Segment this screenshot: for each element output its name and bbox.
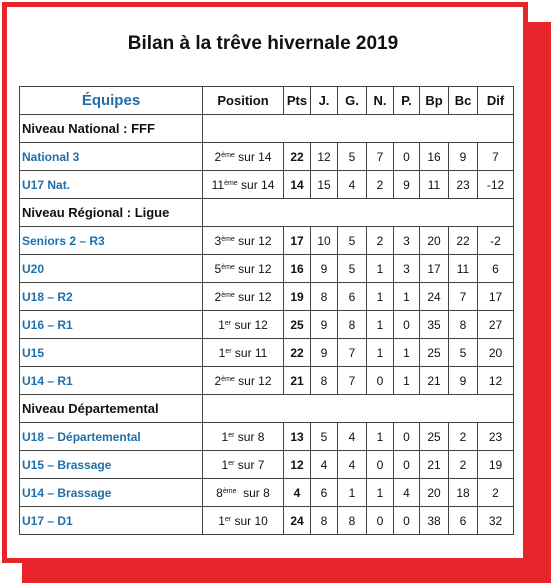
stat-n: 7	[367, 143, 394, 171]
stat-bp: 17	[420, 255, 449, 283]
stat-j: 6	[311, 479, 338, 507]
position-cell	[203, 311, 284, 339]
stat-pts: 22	[284, 143, 311, 171]
stat-pts: 24	[284, 507, 311, 535]
position-total: sur 12	[234, 233, 272, 248]
stat-j: 12	[311, 143, 338, 171]
stat-bp: 35	[420, 311, 449, 339]
position-total: sur 12	[234, 289, 272, 304]
table-row	[20, 283, 514, 311]
stat-n: 1	[367, 283, 394, 311]
team-name: U18 – Départemental	[20, 423, 203, 451]
stat-pts: 25	[284, 311, 311, 339]
stat-pts: 4	[284, 479, 311, 507]
stat-dif: 20	[478, 339, 514, 367]
stat-bc: 2	[449, 423, 478, 451]
stat-bc: 9	[449, 367, 478, 395]
position-suffix: ème	[221, 235, 235, 243]
stat-bc: 2	[449, 451, 478, 479]
header-n: N.	[367, 87, 394, 115]
position-rank: 3	[214, 233, 222, 248]
position-rank: 2	[214, 289, 222, 304]
stat-bp: 11	[420, 171, 449, 199]
stat-pts: 17	[284, 227, 311, 255]
position-total: sur 11	[231, 345, 268, 360]
section-empty-cell	[203, 115, 514, 143]
position-total: sur 8	[236, 485, 270, 500]
stat-j: 9	[311, 255, 338, 283]
header-p: P.	[394, 87, 420, 115]
position-suffix: ème	[224, 179, 238, 187]
table-body	[20, 115, 514, 535]
stat-j: 8	[311, 367, 338, 395]
stat-p: 9	[394, 171, 420, 199]
stat-dif: 17	[478, 283, 514, 311]
header-dif: Dif	[478, 87, 514, 115]
header-bp: Bp	[420, 87, 449, 115]
team-name: U16 – R1	[20, 311, 203, 339]
stat-bc: 6	[449, 507, 478, 535]
header-pts: Pts	[284, 87, 311, 115]
stat-j: 9	[311, 311, 338, 339]
stat-j: 15	[311, 171, 338, 199]
stat-n: 0	[367, 507, 394, 535]
position-rank: 1	[218, 345, 226, 360]
stat-dif: -2	[478, 227, 514, 255]
table-row	[20, 507, 514, 535]
stat-dif: 19	[478, 451, 514, 479]
stat-n: 1	[367, 339, 394, 367]
position-cell	[203, 255, 284, 283]
stat-n: 2	[367, 227, 394, 255]
stat-j: 5	[311, 423, 338, 451]
table-row	[20, 171, 514, 199]
stat-j: 10	[311, 227, 338, 255]
stat-n: 0	[367, 367, 394, 395]
table-row	[20, 255, 514, 283]
position-rank: 8	[216, 485, 223, 500]
team-name: U14 – Brassage	[20, 479, 203, 507]
position-suffix: er	[225, 347, 232, 355]
team-name: Seniors 2 – R3	[20, 227, 203, 255]
position-suffix: ème	[221, 151, 235, 159]
stat-n: 1	[367, 255, 394, 283]
position-total: sur 12	[234, 261, 272, 276]
section-empty-cell	[203, 395, 514, 423]
stat-pts: 12	[284, 451, 311, 479]
position-total: sur 14	[237, 177, 275, 192]
stat-dif: -12	[478, 171, 514, 199]
header-bc: Bc	[449, 87, 478, 115]
position-rank: 1	[218, 513, 225, 528]
position-total: sur 12	[234, 373, 272, 388]
stat-p: 3	[394, 227, 420, 255]
stat-bp: 21	[420, 367, 449, 395]
position-cell	[203, 367, 284, 395]
stat-pts: 19	[284, 283, 311, 311]
stat-n: 2	[367, 171, 394, 199]
stat-j: 9	[311, 339, 338, 367]
position-suffix: ème	[221, 375, 235, 383]
stat-g: 8	[338, 311, 367, 339]
stat-pts: 22	[284, 339, 311, 367]
position-cell	[203, 339, 284, 367]
stat-bp: 16	[420, 143, 449, 171]
table-row	[20, 311, 514, 339]
section-empty-cell	[203, 199, 514, 227]
position-total: sur 12	[231, 317, 268, 332]
section-label: Niveau Régional : Ligue	[20, 199, 203, 227]
stat-bp: 25	[420, 423, 449, 451]
stat-dif: 12	[478, 367, 514, 395]
stat-bc: 18	[449, 479, 478, 507]
stat-bp: 20	[420, 479, 449, 507]
team-name: U20	[20, 255, 203, 283]
stat-n: 1	[367, 423, 394, 451]
stat-p: 0	[394, 423, 420, 451]
position-rank: 5	[214, 261, 222, 276]
header-position: Position	[203, 87, 284, 115]
stat-bc: 8	[449, 311, 478, 339]
position-total: sur 14	[234, 149, 272, 164]
position-total: sur 7	[234, 457, 265, 472]
position-suffix: er	[228, 431, 235, 439]
table-row	[20, 479, 514, 507]
position-cell	[203, 423, 284, 451]
stat-bc: 11	[449, 255, 478, 283]
stat-n: 1	[367, 479, 394, 507]
standings-table	[19, 86, 514, 535]
stat-dif: 7	[478, 143, 514, 171]
position-suffix: er	[224, 319, 232, 327]
stat-g: 8	[338, 507, 367, 535]
stat-j: 4	[311, 451, 338, 479]
position-cell	[203, 171, 284, 199]
stat-bp: 24	[420, 283, 449, 311]
section-row	[20, 395, 514, 423]
page-title: Bilan à la trêve hivernale 2019	[127, 33, 399, 54]
stat-pts: 21	[284, 367, 311, 395]
position-cell	[203, 507, 284, 535]
position-suffix: ème	[221, 291, 235, 299]
stat-g: 5	[338, 255, 367, 283]
stat-bp: 38	[420, 507, 449, 535]
position-cell	[203, 143, 284, 171]
position-cell	[203, 479, 284, 507]
stat-pts: 13	[284, 423, 311, 451]
position-cell	[203, 451, 284, 479]
position-cell	[203, 283, 284, 311]
stat-p: 0	[394, 311, 420, 339]
stat-g: 5	[338, 143, 367, 171]
section-row	[20, 199, 514, 227]
stat-bc: 7	[449, 283, 478, 311]
stat-dif: 2	[478, 479, 514, 507]
position-suffix: ème	[221, 263, 235, 271]
team-name: U17 Nat.	[20, 171, 203, 199]
position-rank: 1	[221, 457, 229, 472]
stat-dif: 27	[478, 311, 514, 339]
stat-n: 1	[367, 311, 394, 339]
stat-bp: 20	[420, 227, 449, 255]
table-row	[20, 423, 514, 451]
position-rank: 11	[211, 177, 225, 192]
stat-p: 1	[394, 283, 420, 311]
stat-p: 1	[394, 339, 420, 367]
stat-g: 7	[338, 367, 367, 395]
stat-g: 5	[338, 227, 367, 255]
stat-p: 4	[394, 479, 420, 507]
team-name: U17 – D1	[20, 507, 203, 535]
stat-dif: 32	[478, 507, 514, 535]
section-label: Niveau National : FFF	[20, 115, 203, 143]
team-name: U15	[20, 339, 203, 367]
team-name: U14 – R1	[20, 367, 203, 395]
stat-bc: 22	[449, 227, 478, 255]
position-total: sur 8	[234, 429, 265, 444]
table-row	[20, 227, 514, 255]
header-equipes: Équipes	[20, 87, 203, 115]
stat-g: 7	[338, 339, 367, 367]
position-rank: 1	[218, 317, 225, 332]
stat-p: 1	[394, 367, 420, 395]
stat-bp: 21	[420, 451, 449, 479]
position-total: sur 10	[231, 513, 268, 528]
stat-dif: 6	[478, 255, 514, 283]
stat-p: 0	[394, 143, 420, 171]
stat-g: 4	[338, 171, 367, 199]
stat-pts: 14	[284, 171, 311, 199]
stat-p: 3	[394, 255, 420, 283]
team-name: U15 – Brassage	[20, 451, 203, 479]
stat-j: 8	[311, 283, 338, 311]
stat-g: 4	[338, 423, 367, 451]
position-cell	[203, 227, 284, 255]
stat-n: 0	[367, 451, 394, 479]
position-suffix: er	[228, 459, 235, 467]
position-rank: 2	[214, 373, 222, 388]
stat-dif: 23	[478, 423, 514, 451]
position-suffix: ème	[222, 487, 237, 495]
stat-g: 1	[338, 479, 367, 507]
header-row	[20, 87, 514, 115]
table-row	[20, 143, 514, 171]
stat-g: 6	[338, 283, 367, 311]
header-j: J.	[311, 87, 338, 115]
stat-g: 4	[338, 451, 367, 479]
table-row	[20, 451, 514, 479]
team-name: U18 – R2	[20, 283, 203, 311]
stat-bp: 25	[420, 339, 449, 367]
stat-p: 0	[394, 451, 420, 479]
stat-pts: 16	[284, 255, 311, 283]
position-rank: 1	[221, 429, 229, 444]
header-g: G.	[338, 87, 367, 115]
section-row	[20, 115, 514, 143]
stat-bc: 5	[449, 339, 478, 367]
section-label: Niveau Départemental	[20, 395, 203, 423]
position-rank: 2	[214, 149, 222, 164]
table-row	[20, 367, 514, 395]
team-name: National 3	[20, 143, 203, 171]
table-row	[20, 339, 514, 367]
position-suffix: er	[224, 515, 232, 523]
stat-j: 8	[311, 507, 338, 535]
stat-p: 0	[394, 507, 420, 535]
stat-bc: 9	[449, 143, 478, 171]
stat-bc: 23	[449, 171, 478, 199]
